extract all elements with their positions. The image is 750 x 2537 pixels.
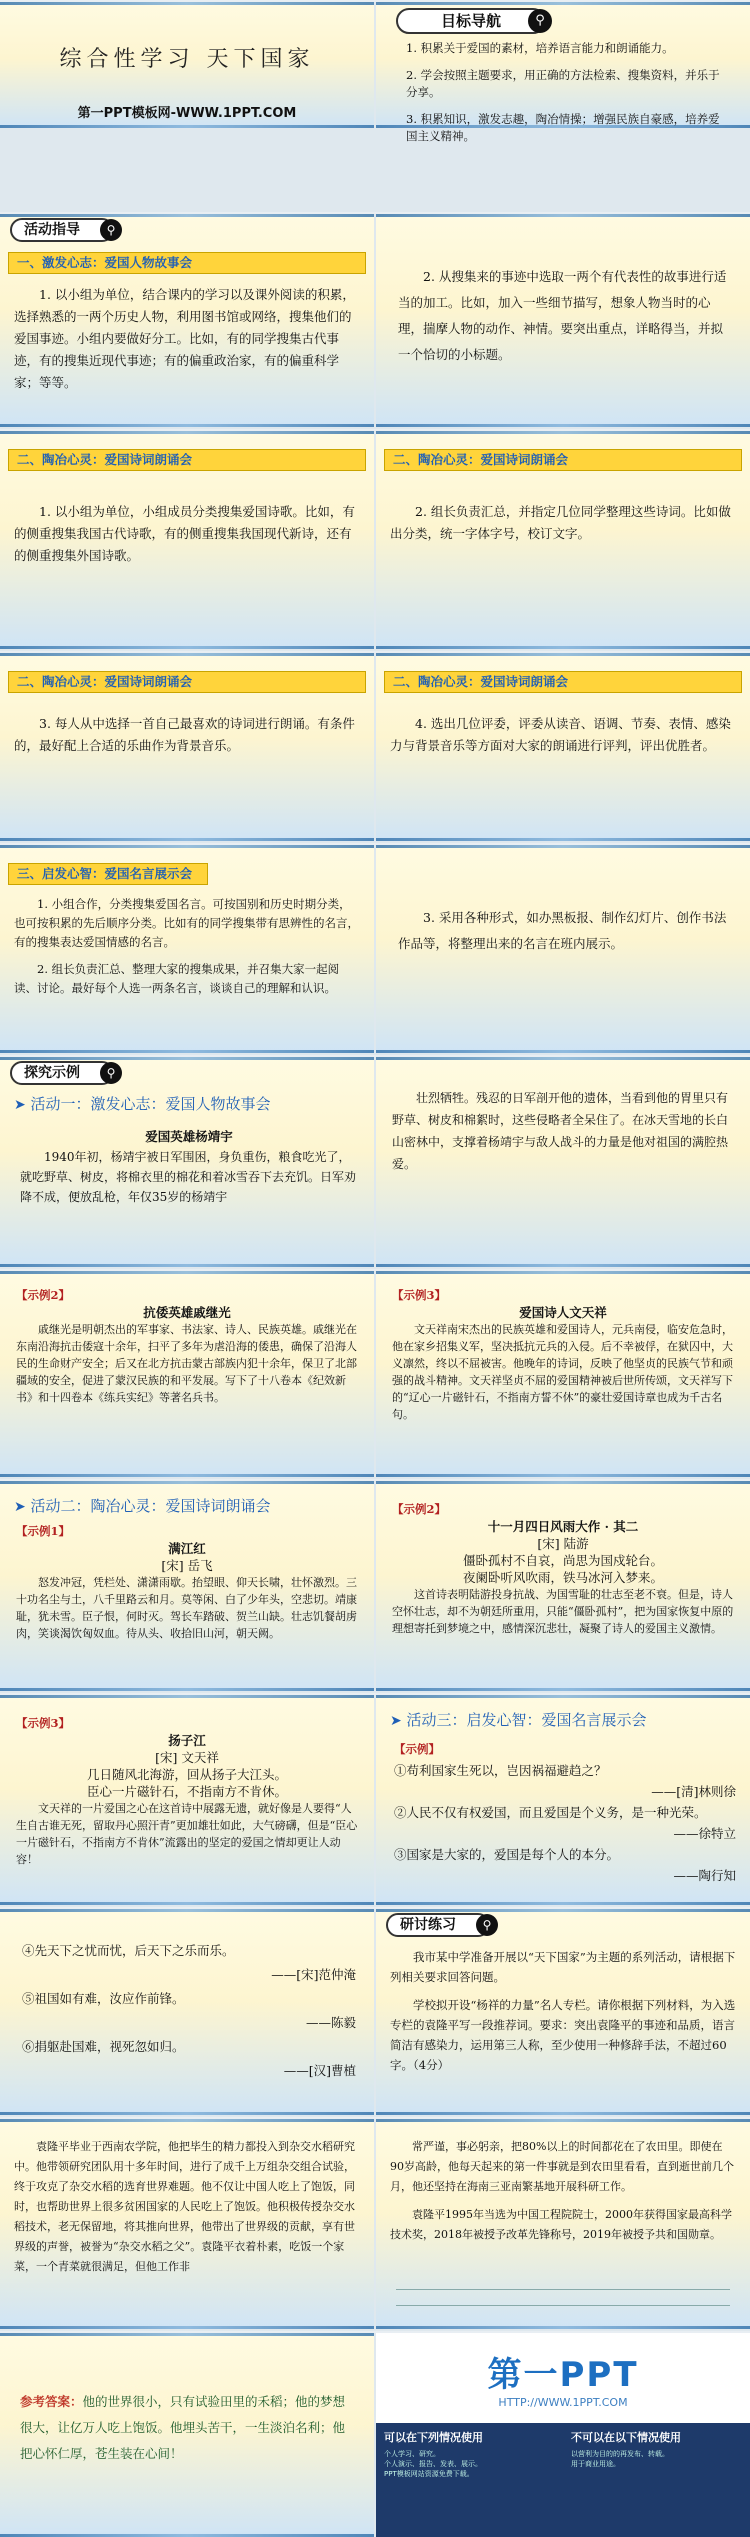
practice-paragraph: 我市某中学准备开展以“天下国家”为主题的系列活动，请根据下列相关要求回答问题。 [390,1950,736,1984]
slide-title [0,2,374,128]
activity-banner: 三、启发心智：爱国名言展示会 [8,863,208,885]
slide-material-1 [0,2119,374,2329]
slide-poem-3 [0,653,374,841]
quote-author: ——陈毅 [305,2015,356,2030]
practice-text [390,1947,736,2083]
material-paragraph: 袁隆平1995年当选为中国工程院院士，2000年获得国家最高科学技术奖，2018年被授予改革先锋称号，2019年被授予共和国勋章。 [390,2208,732,2241]
quote-author: ——陶行知 [673,1868,736,1883]
row-12 [0,2331,750,2537]
practice-tab [386,1913,490,1937]
allowed-column [376,2423,563,2537]
guide-text: 3. 采用各种形式，如办黑板报、制作幻灯片、创作书法作品等，将整理出来的名言在班内展示。 [398,910,727,951]
poem-line: 几日随风北海游，回从扬子大江头。 [86,1767,287,1782]
forbidden-column [563,2423,750,2537]
row-9 [0,1693,750,1905]
row-7 [0,1269,750,1477]
goal-item: 3. 积累知识，激发志趣，陶冶情操；增强民族自豪感，培养爱国主义精神。 [406,112,720,143]
guide-text: 2. 从搜集来的事迹中选取一两个有代表性的故事进行适当的加工。比如，加入一些细节描写，想象人物当时的心理，揣摩人物的动作、神情。要突出重点，详略得当，并拟一个恰切的小标题。 [398,269,727,362]
poem-author: [宋] 陆游 [537,1536,589,1551]
guide-text: 1. 以小组为单位，小组成员分类搜集爱国诗歌。比如，有的侧重搜集我国古代诗歌，有的侧重搜集我国现代新诗，还有的侧重搜集外国诗歌。 [14,504,355,563]
example-label: 【示例3】 [16,1716,71,1730]
slide-example-8 [376,1695,750,1905]
guide-text: 2. 组长负责汇总，并指定几位同学整理这些诗词。比如做出分类，统一字体字号，校订文字。 [390,504,731,541]
guide-tab-label: 活动指导 [24,222,80,238]
example-label: 【示例2】 [16,1288,71,1302]
row-11 [0,2117,750,2329]
allowed-item: 个人演示、报告、发表、展示。 [384,2460,482,2468]
slide-guide-1 [0,214,374,427]
poem-block [16,1523,358,1642]
answer-label: 参考答案： [20,2394,83,2409]
poem-block [392,1501,734,1637]
guide-tab [10,218,114,242]
story-block [16,1287,358,1406]
slide-main-title: 综合性学习 天下国家 [59,47,315,72]
allowed-title: 可以在下列情况使用 [384,2431,483,2444]
row-1 [0,0,750,143]
brand-header [376,2333,750,2423]
story-body: 1940年初，杨靖宇被日军围困，身负重伤，粮食吃光了，就吃野草、树皮，将棉衣里的棉花和着冰雪吞下去充饥。日军劝降不成，便放乱枪，年仅35岁的杨靖宇 [20,1150,357,1204]
guide-paragraph: 1. 小组合作，分类搜集爱国名言。可按国别和历史时期分类，也可按积累的先后顺序分类。比如有的同学搜集带有思辨性的名言，有的搜集表达爱国情感的名言。 [14,897,359,949]
goal-item: 1. 积累关于爱国的素材，培养语言能力和朗诵能力。 [406,41,674,55]
goal-list [406,40,730,155]
quote-text: ⑤祖国如有难，汝应作前锋。 [22,1991,185,2006]
quote-text: ③国家是大家的，爱国是每个人的本分。 [394,1847,620,1862]
activity-heading [14,1495,271,1516]
quote-author: ——[宋]范仲淹 [271,1967,356,1982]
guide-text: 1. 以小组为单位，结合课内的学习以及课外阅读的积累，选择熟悉的一两个历史人物，利用图书馆或网络，搜集他们的爱国事迹。小组内要做好分工。比如，有的同学搜集古代事迹，有的搜集近现代事迹；有的偏重政治家，有的偏重科学家；等等。 [14,287,355,390]
slide-goals [376,2,750,143]
slide-guide-2 [376,214,750,427]
row-5 [0,843,750,1053]
story-body: 壮烈牺牲。残忍的日军剖开他的遗体，当看到他的胃里只有野草、树皮和棉絮时，这些侵略者全呆住了。在冰天雪地的长白山密林中，支撑着杨靖宇与敌人战斗的力量是他对祖国的满腔热爱。 [392,1091,729,1171]
quote-text: ①苟利国家生死以，岂因祸福避趋之？ [394,1763,607,1778]
activity-banner: 一、激发心志：爱国人物故事会 [8,252,366,274]
material-paragraph: 常严谨，事必躬亲，把80%以上的时间都花在了农田里。即使在90岁高龄，他每天起来的第一件事就是到农田里看看，直到逝世前几个月，他还坚持在海南三亚南繁基地开展科研工作。 [390,2140,734,2193]
story-block [392,1287,734,1423]
material-text [390,2137,736,2253]
goal-nav-label: 目标导航 [440,12,501,30]
slide-answer [0,2333,374,2537]
example-tab-label: 探究示例 [24,1065,80,1081]
activity-heading [14,1093,271,1114]
slide-poem-4 [376,653,750,841]
license-panel [376,2423,750,2537]
allowed-item: PPT模板网站资源免费下载。 [384,2470,474,2478]
poem-line: 臣心一片磁针石，不指南方不肯休。 [86,1784,287,1799]
divider [396,2305,730,2306]
poem-line: 僵卧孤村不自哀，尚思为国戍轮台。 [462,1553,663,1568]
activity-label: 活动一：激发心志：爱国人物故事会 [30,1095,271,1113]
poem-author: [宋] 文天祥 [155,1750,219,1765]
slide-example-2 [376,1057,750,1267]
story-title: 爱国英雄杨靖宇 [145,1129,233,1144]
slide-example-5 [0,1481,374,1691]
practice-paragraph: 学校拟开设“杨祥的力量”名人专栏。请你根据下列材料，为入选专栏的袁隆平写一段推荐词。要求：突出袁隆平的事迹和品质，语言简洁有感染力，运用第三人称，至少使用一种修辞手法，不超过60字。（4分） [390,1998,736,2072]
quote-author: ——[汉]曹植 [283,2063,356,2078]
search-icon: ⚲ [100,1062,122,1084]
search-icon: ⚲ [528,9,552,33]
story-block [392,1087,734,1175]
activity-label: 活动三：启发心智：爱国名言展示会 [406,1711,647,1729]
slide-brand [376,2333,750,2537]
story-block [20,1127,358,1207]
site-line: 第一PPT模板网-WWW.1PPT.COM [77,106,297,121]
row-10 [0,1907,750,2115]
divider [396,2289,730,2290]
row-4 [0,651,750,841]
quote-list [22,1939,356,2083]
poem-title: 满江红 [168,1541,206,1556]
example-label: 【示例3】 [392,1288,447,1302]
row-6 [0,1055,750,1267]
slide-example-4 [376,1271,750,1477]
poem-analysis: 这首诗表明陆游投身抗战、为国雪耻的壮志至老不衰。但是，诗人空怀壮志，却不为朝廷所重用，只能“僵卧孤村”，把为国家恢复中原的理想寄托到梦境之中，感情深沉悲壮，凝聚了诗人的爱国主义激情。 [392,1588,734,1635]
guide-text [14,895,360,1006]
story-title: 抗倭英雄戚继光 [143,1305,231,1320]
arrow-icon: ➤ [390,1713,402,1729]
search-icon: ⚲ [476,1914,498,1936]
slide-quote-guide-2 [376,845,750,1053]
quote-text: ④先天下之忧而忧，后天下之乐而乐。 [22,1943,235,1958]
slide-example-3 [0,1271,374,1477]
answer-text [20,2389,354,2467]
poem-analysis: 文天祥的一片爱国之心在这首诗中展露无遗，就好像是人要得“人生自古谁无死，留取丹心照汗青”更加雄壮如此，大气磅礴，但是“臣心一片磁针石，不指南方不肯休”流露出的坚定的爱国之情却更让人动容！ [16,1802,358,1866]
brand-logo: 第一PPT [487,2355,639,2395]
poem-title: 十一月四日风雨大作 · 其二 [487,1519,639,1534]
example-label: 【示例】 [394,1742,440,1756]
poem-line: 夜阑卧听风吹雨，铁马冰河入梦来。 [462,1570,663,1585]
arrow-icon: ➤ [14,1499,26,1515]
quote-list [394,1739,736,1886]
poem-title: 扬子江 [168,1733,206,1748]
search-icon: ⚲ [100,219,122,241]
activity-banner: 二、陶冶心灵：爱国诗词朗诵会 [8,671,366,693]
slide-poem-2 [376,431,750,649]
activity-banner: 二、陶冶心灵：爱国诗词朗诵会 [384,449,742,471]
quote-text: ⑥捐躯赴国难，视死忽如归。 [22,2039,185,2054]
slide-example-9 [0,1909,374,2115]
goal-nav-tab [396,8,546,34]
slide-example-7 [0,1695,374,1905]
row-2 [0,212,750,427]
guide-paragraph: 2. 组长负责汇总、整理大家的搜集成果，并召集大家一起阅读、讨论。最好每个人选一两条名言，谈谈自己的理解和认识。 [14,962,340,995]
row-8 [0,1479,750,1691]
story-body: 文天祥南宋杰出的民族英雄和爱国诗人，元兵南侵，临安危急时，他在家乡招集义军，坚决抵抗元兵的入侵。后不幸被俘，在狱囚中，大义凛然，终以不屈被害。他晚年的诗词，反映了他坚贞的民族气节和顽强的战斗精神。文天祥坚贞不屈的爱国精神被后世所传颂，文天祥写下的“辽心一片磁针石，不指南方誓不休”的豪壮爱国诗章也成为千古名句。 [392,1323,733,1421]
allowed-item: 个人学习、研究。 [384,2450,440,2458]
activity-label: 活动二：陶冶心灵：爱国诗词朗诵会 [30,1497,271,1515]
brand-url[interactable]: HTTP://WWW.1PPT.COM [498,2396,628,2409]
example-label: 【示例1】 [16,1524,71,1538]
slide-example-1 [0,1057,374,1267]
quote-author: ——徐特立 [673,1826,736,1841]
poem-block [16,1715,358,1868]
forbidden-item: 用于商业用途。 [571,2460,620,2468]
answer-body: 他的世界很小，只有试验田里的禾稻；他的梦想很大，让亿万人吃上饱饭。他埋头苦干，一生淡泊名利；他把心怀仁厚，苍生装在心间！ [20,2394,346,2461]
example-tab [10,1061,114,1085]
slide-material-2 [376,2119,750,2329]
guide-text: 3. 每人从中选择一首自己最喜欢的诗词进行朗诵。有条件的，最好配上合适的乐曲作为背景音乐。 [14,716,355,753]
story-title: 爱国诗人文天祥 [519,1305,607,1320]
practice-tab-label: 研讨练习 [400,1917,456,1933]
slide-poem-1 [0,431,374,649]
slide-practice [376,1909,750,2115]
poem-body: 怒发冲冠，凭栏处、潇潇雨歇。抬望眼、仰天长啸，壮怀激烈。三十功名尘与土，八千里路云和月。莫等闲、白了少年头，空悲切。靖康耻，犹未雪。臣子恨，何时灭。驾长车踏破、贺兰山缺。壮志饥餐胡虏肉，笑谈渴饮匈奴血。待从头、收拾旧山河，朝天阙。 [16,1576,357,1640]
forbidden-title: 不可以在以下情况使用 [571,2431,681,2444]
activity-heading [390,1709,647,1730]
goal-item: 2. 学会按照主题要求，用正确的方法检索、搜集资料，并乐于分享。 [406,68,720,99]
slide-quote-guide-1 [0,845,374,1053]
activity-banner: 二、陶冶心灵：爱国诗词朗诵会 [384,671,742,693]
story-body: 戚继光是明朝杰出的军事家、书法家、诗人、民族英雄。戚继光在东南沿海抗击倭寇十余年，扫平了多年为虐沿海的倭患，确保了沿海人民的生命财产安全；后又在北方抗击蒙古部族内犯十余年，保卫了北部疆域的安全，促进了蒙汉民族的和平发展。写下了十八卷本《纪效新书》和十四卷本《练兵实纪》等著名兵书。 [16,1323,357,1404]
quote-text: ②人民不仅有权爱国，而且爱国是个义务，是一种光荣。 [394,1805,707,1820]
material-text: 袁隆平毕业于西南农学院，他把毕生的精力都投入到杂交水稻研究中。他带领研究团队用十多年时间，进行了成千上万组杂交组合试验，终于攻克了杂交水稻的选育世界难题。他不仅让中国人吃上了饱饭，同时，也帮助世界上很多贫困国家的人民吃上了饱饭。他积极传授杂交水稻技术，老无保留地，将其推向世界，他带出了世界级的贡献，享有世界级的声誉，被誉为“杂交水稻之父”。袁隆平衣着朴素，吃饭一个家菜，一个青菜就很满足，但他工作非 [14,2140,355,2273]
quote-author: ——[清]林则徐 [651,1784,736,1799]
slide-example-6 [376,1481,750,1691]
forbidden-item: 以营利为目的的再发布、转载。 [571,2450,669,2458]
guide-text: 4. 选出几位评委，评委从读音、语调、节奏、表情、感染力与背景音乐等方面对大家的朗诵进行评判，评出优胜者。 [390,716,731,753]
activity-banner: 二、陶冶心灵：爱国诗词朗诵会 [8,449,366,471]
row-3 [0,429,750,649]
arrow-icon: ➤ [14,1097,26,1113]
example-label: 【示例2】 [392,1502,447,1516]
poem-author: [宋] 岳飞 [161,1558,213,1573]
